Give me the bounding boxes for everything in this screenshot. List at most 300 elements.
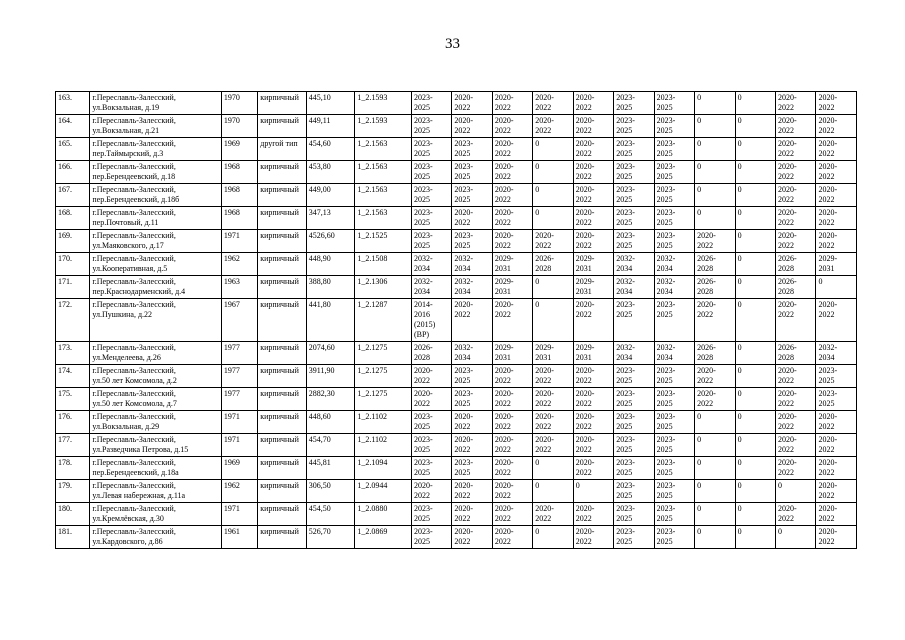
cell-code: 1_2.1102 [355,434,412,457]
cell-period-6: 2032- 2034 [614,276,654,299]
cell-year-built: 1961 [221,526,257,549]
cell-row-number: 168. [56,207,90,230]
cell-period-7: 2023- 2025 [654,92,694,115]
cell-address: г.Переславль-Залесский, пер.Берендеевский, д.18а [90,457,221,480]
cell-code: 1_2.1525 [355,230,412,253]
cell-period-8: 0 [695,480,735,503]
cell-wall-material: кирпичный [258,161,307,184]
cell-period-7: 2023- 2025 [654,161,694,184]
cell-year-built: 1971 [221,503,257,526]
table-row [56,207,857,230]
cell-period-10: 2020- 2022 [776,115,816,138]
cell-period-3: 2020- 2022 [492,526,532,549]
cell-period-1: 2026- 2028 [411,342,451,365]
cell-period-4: 2029- 2031 [533,342,573,365]
cell-code: 1_2.1563 [355,161,412,184]
cell-period-6: 2023- 2025 [614,365,654,388]
cell-year-built: 1967 [221,299,257,342]
cell-period-11: 2020- 2022 [816,480,857,503]
cell-period-5: 2029- 2031 [573,342,613,365]
cell-period-1: 2023- 2025 [411,411,451,434]
cell-code: 1_2.0944 [355,480,412,503]
cell-period-6: 2023- 2025 [614,503,654,526]
cell-period-7: 2023- 2025 [654,365,694,388]
cell-period-4: 0 [533,276,573,299]
cell-period-4: 0 [533,161,573,184]
cell-address: г.Переславль-Залесский, ул.Кремлёвская, д.30 [90,503,221,526]
cell-period-11: 2023- 2025 [816,365,857,388]
cell-period-1: 2032- 2034 [411,253,451,276]
cell-period-4: 2026- 2028 [533,253,573,276]
cell-area: 4526,60 [306,230,355,253]
cell-period-9: 0 [735,276,775,299]
cell-period-11: 2020- 2022 [816,299,857,342]
table-row [56,184,857,207]
cell-period-8: 2020- 2022 [695,365,735,388]
cell-period-1: 2023- 2025 [411,503,451,526]
cell-period-10: 2020- 2022 [776,138,816,161]
cell-period-9: 0 [735,115,775,138]
cell-period-3: 2020- 2022 [492,230,532,253]
cell-period-4: 2020- 2022 [533,411,573,434]
cell-period-1: 2023- 2025 [411,207,451,230]
cell-row-number: 180. [56,503,90,526]
cell-period-6: 2032- 2034 [614,253,654,276]
cell-period-1: 2023- 2025 [411,115,451,138]
cell-period-2: 2020- 2022 [452,92,492,115]
cell-row-number: 165. [56,138,90,161]
cell-period-10: 2020- 2022 [776,411,816,434]
cell-row-number: 170. [56,253,90,276]
cell-period-7: 2023- 2025 [654,388,694,411]
cell-period-2: 2023- 2025 [452,138,492,161]
cell-period-9: 0 [735,161,775,184]
cell-period-8: 0 [695,184,735,207]
cell-period-2: 2023- 2025 [452,457,492,480]
cell-row-number: 171. [56,276,90,299]
table-row [56,411,857,434]
cell-period-7: 2023- 2025 [654,115,694,138]
cell-wall-material: другой тип [258,138,307,161]
cell-period-2: 2020- 2022 [452,526,492,549]
cell-area: 526,70 [306,526,355,549]
cell-period-9: 0 [735,299,775,342]
cell-period-7: 2032- 2034 [654,253,694,276]
cell-period-1: 2023- 2025 [411,161,451,184]
cell-address: г.Переславль-Залесский, ул.Кардовского, д.86 [90,526,221,549]
cell-period-10: 2026- 2028 [776,253,816,276]
cell-period-2: 2023- 2025 [452,388,492,411]
table-row [56,434,857,457]
cell-year-built: 1977 [221,342,257,365]
cell-year-built: 1969 [221,457,257,480]
cell-period-5: 2020- 2022 [573,184,613,207]
table-row [56,388,857,411]
cell-area: 453,80 [306,161,355,184]
cell-period-3: 2020- 2022 [492,138,532,161]
cell-period-6: 2023- 2025 [614,411,654,434]
cell-wall-material: кирпичный [258,342,307,365]
cell-period-8: 0 [695,503,735,526]
cell-code: 1_2.0880 [355,503,412,526]
cell-code: 1_2.1094 [355,457,412,480]
cell-period-2: 2020- 2022 [452,503,492,526]
cell-wall-material: кирпичный [258,276,307,299]
cell-period-8: 2026- 2028 [695,276,735,299]
cell-wall-material: кирпичный [258,526,307,549]
cell-period-10: 2020- 2022 [776,365,816,388]
cell-period-3: 2020- 2022 [492,503,532,526]
cell-year-built: 1962 [221,480,257,503]
cell-wall-material: кирпичный [258,411,307,434]
cell-area: 449,00 [306,184,355,207]
cell-period-8: 0 [695,207,735,230]
cell-row-number: 163. [56,92,90,115]
cell-area: 388,80 [306,276,355,299]
cell-period-10: 2020- 2022 [776,434,816,457]
cell-period-5: 2020- 2022 [573,411,613,434]
cell-period-3: 2029- 2031 [492,253,532,276]
cell-address: г.Переславль-Залесский, ул.Маяковского, д.17 [90,230,221,253]
cell-address: г.Переславль-Залесский, ул.Левая набережная, д.11а [90,480,221,503]
cell-period-11: 2020- 2022 [816,138,857,161]
cell-period-7: 2023- 2025 [654,457,694,480]
cell-address: г.Переславль-Залесский, ул.Кооперативная, д.5 [90,253,221,276]
cell-area: 2074,60 [306,342,355,365]
cell-period-5: 2020- 2022 [573,230,613,253]
cell-period-10: 2020- 2022 [776,184,816,207]
cell-period-10: 2020- 2022 [776,503,816,526]
cell-row-number: 173. [56,342,90,365]
cell-period-6: 2023- 2025 [614,388,654,411]
cell-period-11: 2020- 2022 [816,207,857,230]
cell-period-4: 0 [533,457,573,480]
cell-period-11: 0 [816,276,857,299]
cell-period-1: 2032- 2034 [411,276,451,299]
cell-period-5: 2020- 2022 [573,365,613,388]
cell-area: 347,13 [306,207,355,230]
table-row [56,480,857,503]
cell-period-6: 2023- 2025 [614,207,654,230]
cell-period-4: 0 [533,138,573,161]
cell-period-10: 2020- 2022 [776,457,816,480]
cell-period-5: 2020- 2022 [573,161,613,184]
cell-period-5: 2020- 2022 [573,115,613,138]
cell-period-4: 0 [533,480,573,503]
cell-wall-material: кирпичный [258,184,307,207]
cell-period-4: 0 [533,299,573,342]
cell-period-2: 2020- 2022 [452,115,492,138]
cell-row-number: 169. [56,230,90,253]
cell-period-8: 0 [695,526,735,549]
cell-period-3: 2029- 2031 [492,276,532,299]
cell-period-5: 2020- 2022 [573,388,613,411]
cell-period-5: 2020- 2022 [573,434,613,457]
cell-period-1: 2020- 2022 [411,388,451,411]
cell-address: г.Переславль-Залесский, ул.Вокзальная, д.19 [90,92,221,115]
cell-period-1: 2020- 2022 [411,365,451,388]
cell-period-5: 2020- 2022 [573,503,613,526]
cell-year-built: 1968 [221,161,257,184]
table-row [56,92,857,115]
cell-year-built: 1963 [221,276,257,299]
cell-period-3: 2020- 2022 [492,365,532,388]
cell-period-7: 2023- 2025 [654,526,694,549]
cell-year-built: 1971 [221,434,257,457]
cell-period-7: 2032- 2034 [654,342,694,365]
cell-code: 1_2.1563 [355,138,412,161]
cell-period-9: 0 [735,503,775,526]
cell-period-11: 2020- 2022 [816,434,857,457]
cell-area: 3911,90 [306,365,355,388]
cell-wall-material: кирпичный [258,230,307,253]
cell-period-9: 0 [735,230,775,253]
cell-period-9: 0 [735,365,775,388]
cell-period-7: 2023- 2025 [654,207,694,230]
cell-period-5: 2029- 2031 [573,253,613,276]
cell-area: 454,50 [306,503,355,526]
cell-period-5: 2020- 2022 [573,207,613,230]
cell-period-9: 0 [735,342,775,365]
cell-period-10: 2020- 2022 [776,388,816,411]
cell-period-11: 2020- 2022 [816,230,857,253]
table-row [56,365,857,388]
cell-wall-material: кирпичный [258,457,307,480]
cell-period-6: 2023- 2025 [614,184,654,207]
cell-area: 445,81 [306,457,355,480]
cell-period-8: 2026- 2028 [695,253,735,276]
cell-row-number: 172. [56,299,90,342]
cell-period-2: 2020- 2022 [452,434,492,457]
cell-period-4: 0 [533,207,573,230]
cell-wall-material: кирпичный [258,365,307,388]
cell-period-6: 2023- 2025 [614,299,654,342]
cell-year-built: 1970 [221,115,257,138]
cell-period-9: 0 [735,480,775,503]
cell-period-9: 0 [735,434,775,457]
cell-period-6: 2023- 2025 [614,526,654,549]
table-row [56,138,857,161]
cell-year-built: 1968 [221,207,257,230]
cell-area: 306,50 [306,480,355,503]
cell-period-7: 2023- 2025 [654,434,694,457]
table-row [56,276,857,299]
cell-period-10: 2020- 2022 [776,92,816,115]
table-row [56,230,857,253]
cell-area: 454,70 [306,434,355,457]
cell-code: 1_2.1563 [355,184,412,207]
cell-address: г.Переславль-Залесский, ул.Разведчика Петрова, д.15 [90,434,221,457]
cell-period-6: 2023- 2025 [614,161,654,184]
cell-period-5: 0 [573,480,613,503]
cell-year-built: 1968 [221,184,257,207]
cell-period-1: 2023- 2025 [411,526,451,549]
cell-period-1: 2023- 2025 [411,230,451,253]
cell-period-3: 2020- 2022 [492,184,532,207]
cell-year-built: 1977 [221,365,257,388]
table-row [56,253,857,276]
cell-period-10: 2026- 2028 [776,276,816,299]
cell-year-built: 1977 [221,388,257,411]
cell-wall-material: кирпичный [258,92,307,115]
cell-period-3: 2020- 2022 [492,411,532,434]
cell-wall-material: кирпичный [258,115,307,138]
cell-period-1: 2023- 2025 [411,92,451,115]
cell-period-11: 2029- 2031 [816,253,857,276]
cell-period-4: 2020- 2022 [533,92,573,115]
cell-area: 449,11 [306,115,355,138]
cell-period-11: 2023- 2025 [816,388,857,411]
cell-code: 1_2.1275 [355,388,412,411]
cell-period-9: 0 [735,388,775,411]
cell-code: 1_2.1287 [355,299,412,342]
cell-address: г.Переславль-Залесский, пер.Берендеевский, д.18б [90,184,221,207]
cell-period-7: 2023- 2025 [654,184,694,207]
table-row [56,526,857,549]
cell-period-2: 2020- 2022 [452,207,492,230]
cell-wall-material: кирпичный [258,253,307,276]
cell-period-8: 0 [695,411,735,434]
cell-period-3: 2020- 2022 [492,457,532,480]
cell-period-10: 2020- 2022 [776,161,816,184]
page-number: 33 [445,36,460,52]
cell-address: г.Переславль-Залесский, ул.50 лет Комсомола, д.2 [90,365,221,388]
cell-period-11: 2032- 2034 [816,342,857,365]
cell-area: 445,10 [306,92,355,115]
housing-registry-table [55,91,857,549]
cell-wall-material: кирпичный [258,434,307,457]
cell-row-number: 176. [56,411,90,434]
cell-period-6: 2023- 2025 [614,115,654,138]
cell-period-7: 2023- 2025 [654,299,694,342]
cell-period-2: 2020- 2022 [452,411,492,434]
cell-year-built: 1969 [221,138,257,161]
cell-period-4: 2020- 2022 [533,115,573,138]
table-body [56,92,857,549]
table-row [56,299,857,342]
cell-period-7: 2023- 2025 [654,230,694,253]
cell-period-3: 2020- 2022 [492,92,532,115]
cell-wall-material: кирпичный [258,388,307,411]
cell-address: г.Переславль-Залесский, ул.Вокзальная, д.21 [90,115,221,138]
cell-row-number: 166. [56,161,90,184]
cell-year-built: 1971 [221,230,257,253]
cell-period-1: 2023- 2025 [411,138,451,161]
cell-period-3: 2020- 2022 [492,388,532,411]
cell-period-8: 2020- 2022 [695,299,735,342]
cell-period-11: 2020- 2022 [816,457,857,480]
cell-period-6: 2032- 2034 [614,342,654,365]
cell-period-11: 2020- 2022 [816,184,857,207]
cell-area: 454,60 [306,138,355,161]
cell-year-built: 1962 [221,253,257,276]
cell-period-4: 2020- 2022 [533,230,573,253]
cell-period-5: 2020- 2022 [573,92,613,115]
cell-period-3: 2029- 2031 [492,342,532,365]
table-row [56,115,857,138]
cell-period-7: 2023- 2025 [654,480,694,503]
cell-period-5: 2020- 2022 [573,299,613,342]
cell-period-5: 2029- 2031 [573,276,613,299]
cell-period-3: 2020- 2022 [492,480,532,503]
cell-area: 448,60 [306,411,355,434]
cell-address: г.Переславль-Залесский, пер.Берендеевский, д.18 [90,161,221,184]
cell-period-9: 0 [735,138,775,161]
cell-period-8: 2020- 2022 [695,230,735,253]
cell-code: 1_2.1508 [355,253,412,276]
cell-code: 1_2.0869 [355,526,412,549]
table-row [56,457,857,480]
cell-period-6: 2023- 2025 [614,92,654,115]
cell-period-2: 2032- 2034 [452,342,492,365]
cell-period-11: 2020- 2022 [816,92,857,115]
cell-period-10: 2020- 2022 [776,230,816,253]
cell-period-8: 2026- 2028 [695,342,735,365]
table-row [56,503,857,526]
cell-period-5: 2020- 2022 [573,138,613,161]
cell-period-8: 0 [695,92,735,115]
cell-code: 1_2.1275 [355,342,412,365]
cell-row-number: 164. [56,115,90,138]
cell-period-6: 2023- 2025 [614,230,654,253]
table-row [56,342,857,365]
cell-period-1: 2020- 2022 [411,480,451,503]
cell-period-2: 2023- 2025 [452,184,492,207]
cell-period-8: 0 [695,434,735,457]
cell-row-number: 177. [56,434,90,457]
cell-period-1: 2014- 2016 (2015) (ВР) [411,299,451,342]
cell-period-2: 2023- 2025 [452,230,492,253]
cell-code: 1_2.1102 [355,411,412,434]
cell-period-11: 2020- 2022 [816,411,857,434]
cell-period-2: 2023- 2025 [452,365,492,388]
cell-code: 1_2.1593 [355,115,412,138]
cell-period-10: 2026- 2028 [776,342,816,365]
cell-period-2: 2020- 2022 [452,299,492,342]
cell-address: г.Переславль-Залесский, ул.50 лет Комсомола, д.7 [90,388,221,411]
cell-address: г.Переславль-Залесский, пер.Краснодарменский, д.4 [90,276,221,299]
cell-period-9: 0 [735,457,775,480]
cell-period-7: 2023- 2025 [654,503,694,526]
cell-period-9: 0 [735,184,775,207]
cell-period-8: 2020- 2022 [695,388,735,411]
cell-period-6: 2023- 2025 [614,434,654,457]
cell-row-number: 179. [56,480,90,503]
cell-row-number: 181. [56,526,90,549]
cell-period-4: 2020- 2022 [533,365,573,388]
cell-area: 2882,30 [306,388,355,411]
cell-period-4: 2020- 2022 [533,434,573,457]
cell-period-7: 2023- 2025 [654,411,694,434]
cell-period-9: 0 [735,253,775,276]
cell-period-3: 2020- 2022 [492,299,532,342]
cell-address: г.Переславль-Залесский, ул.Пушкина, д.22 [90,299,221,342]
cell-period-2: 2020- 2022 [452,480,492,503]
cell-period-4: 2020- 2022 [533,388,573,411]
cell-period-5: 2020- 2022 [573,526,613,549]
cell-period-2: 2032- 2034 [452,276,492,299]
cell-code: 1_2.1306 [355,276,412,299]
cell-period-9: 0 [735,526,775,549]
cell-code: 1_2.1275 [355,365,412,388]
cell-period-4: 2020- 2022 [533,503,573,526]
cell-address: г.Переславль-Залесский, пер.Таймырский, д.3 [90,138,221,161]
cell-period-4: 0 [533,526,573,549]
cell-period-6: 2023- 2025 [614,138,654,161]
cell-period-11: 2020- 2022 [816,526,857,549]
cell-row-number: 174. [56,365,90,388]
cell-area: 441,80 [306,299,355,342]
